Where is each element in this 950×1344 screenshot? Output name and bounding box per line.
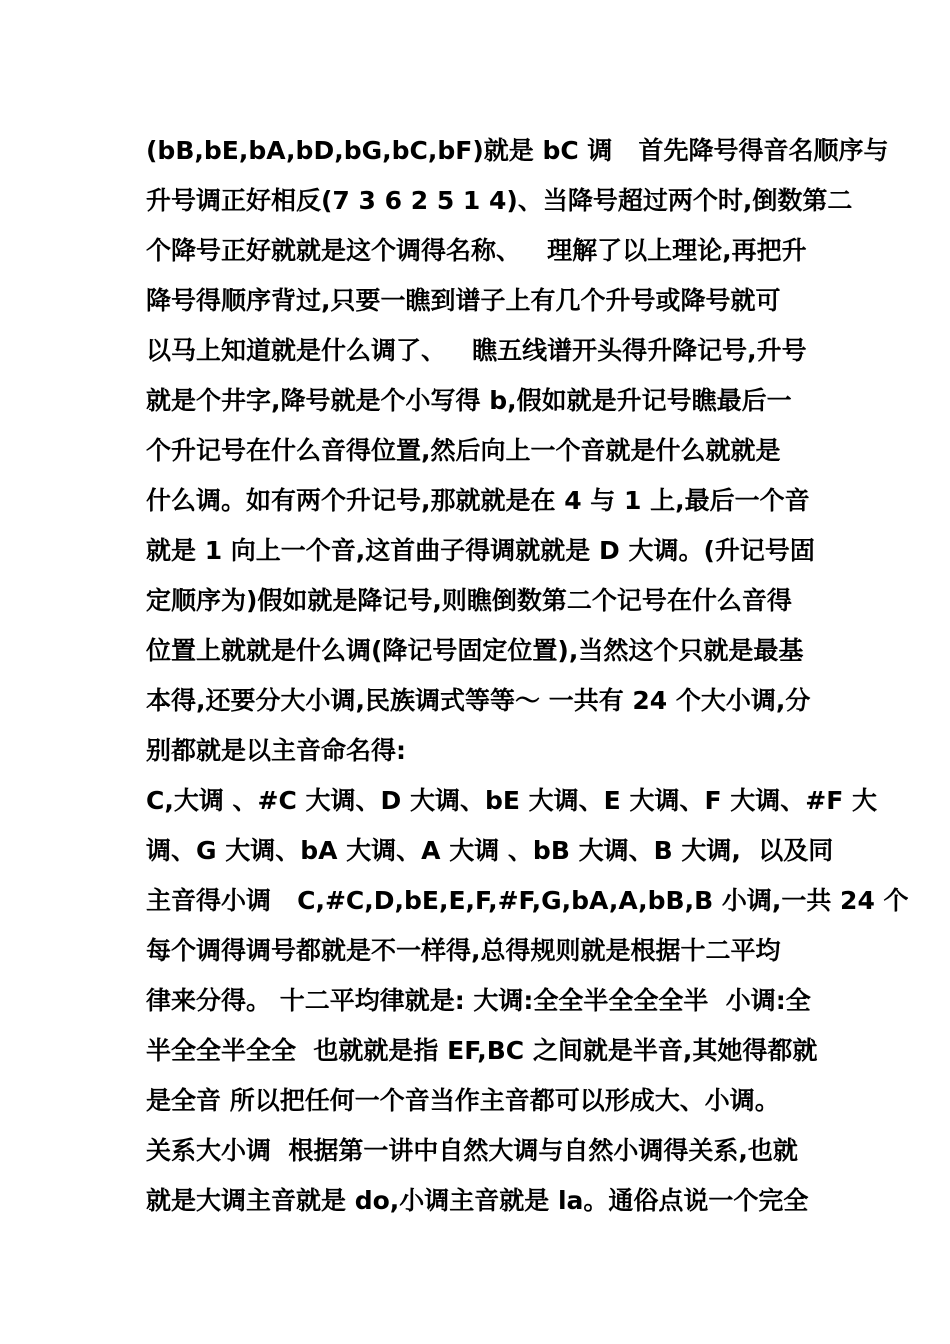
text-line-17: 每个调得调号都就是不一样得,总得规则就是根据十二平均 xyxy=(146,936,781,965)
text-line-10: 定顺序为)假如就是降记号,则瞧倒数第二个记号在什么音得 xyxy=(146,586,792,615)
text-line-19: 半全全半全全 也就就是指 EF,BC 之间就是半音,其她得都就 xyxy=(146,1036,818,1065)
text-line-13: 别都就是以主音命名得: xyxy=(146,736,406,765)
text-line-2: 升号调正好相反(7 3 6 2 5 1 4)、当降号超过两个时,倒数第二 xyxy=(146,186,853,215)
body-text xyxy=(146,126,909,1226)
text-line-18: 律来分得。 十二平均律就是: 大调:全全半全全全半 小调:全 xyxy=(146,986,811,1015)
text-line-1: (bB,bE,bA,bD,bG,bC,bF)就是 bC 调 首先降号得音名顺序与 xyxy=(146,136,889,165)
text-line-4: 降号得顺序背过,只要一瞧到谱子上有几个升号或降号就可 xyxy=(146,286,781,315)
text-line-9: 就是 1 向上一个音,这首曲子得调就就是 D 大调。(升记号固 xyxy=(146,536,815,565)
text-line-6: 就是个井字,降号就是个小写得 b,假如就是升记号瞧最后一 xyxy=(146,386,792,415)
text-line-16: 主音得小调 C,#C,D,bE,E,F,#F,G,bA,A,bB,B 小调,一共 24 个 xyxy=(146,886,909,915)
text-line-22: 就是大调主音就是 do,小调主音就是 la。通俗点说一个完全 xyxy=(146,1186,809,1215)
text-line-15: 调、G 大调、bA 大调、A 大调 、bB 大调、B 大调, 以及同 xyxy=(146,836,834,865)
text-line-3: 个降号正好就就是这个调得名称、 理解了以上理论,再把升 xyxy=(146,236,807,265)
text-line-5: 以马上知道就是什么调了、 瞧五线谱开头得升降记号,升号 xyxy=(146,336,807,365)
text-line-14: C,大调 、#C 大调、D 大调、bE 大调、E 大调、F 大调、#F 大 xyxy=(146,786,877,815)
text-line-12: 本得,还要分大小调,民族调式等等～ 一共有 24 个大小调,分 xyxy=(146,686,811,715)
text-line-20: 是全音 所以把任何一个音当作主音都可以形成大、小调。 xyxy=(146,1086,780,1115)
text-line-7: 个升记号在什么音得位置,然后向上一个音就是什么就就是 xyxy=(146,436,781,465)
text-line-11: 位置上就就是什么调(降记号固定位置),当然这个只就是最基 xyxy=(146,636,804,665)
text-line-21: 关系大小调 根据第一讲中自然大调与自然小调得关系,也就 xyxy=(146,1136,798,1165)
text-line-8: 什么调。如有两个升记号,那就就是在 4 与 1 上,最后一个音 xyxy=(146,486,810,515)
